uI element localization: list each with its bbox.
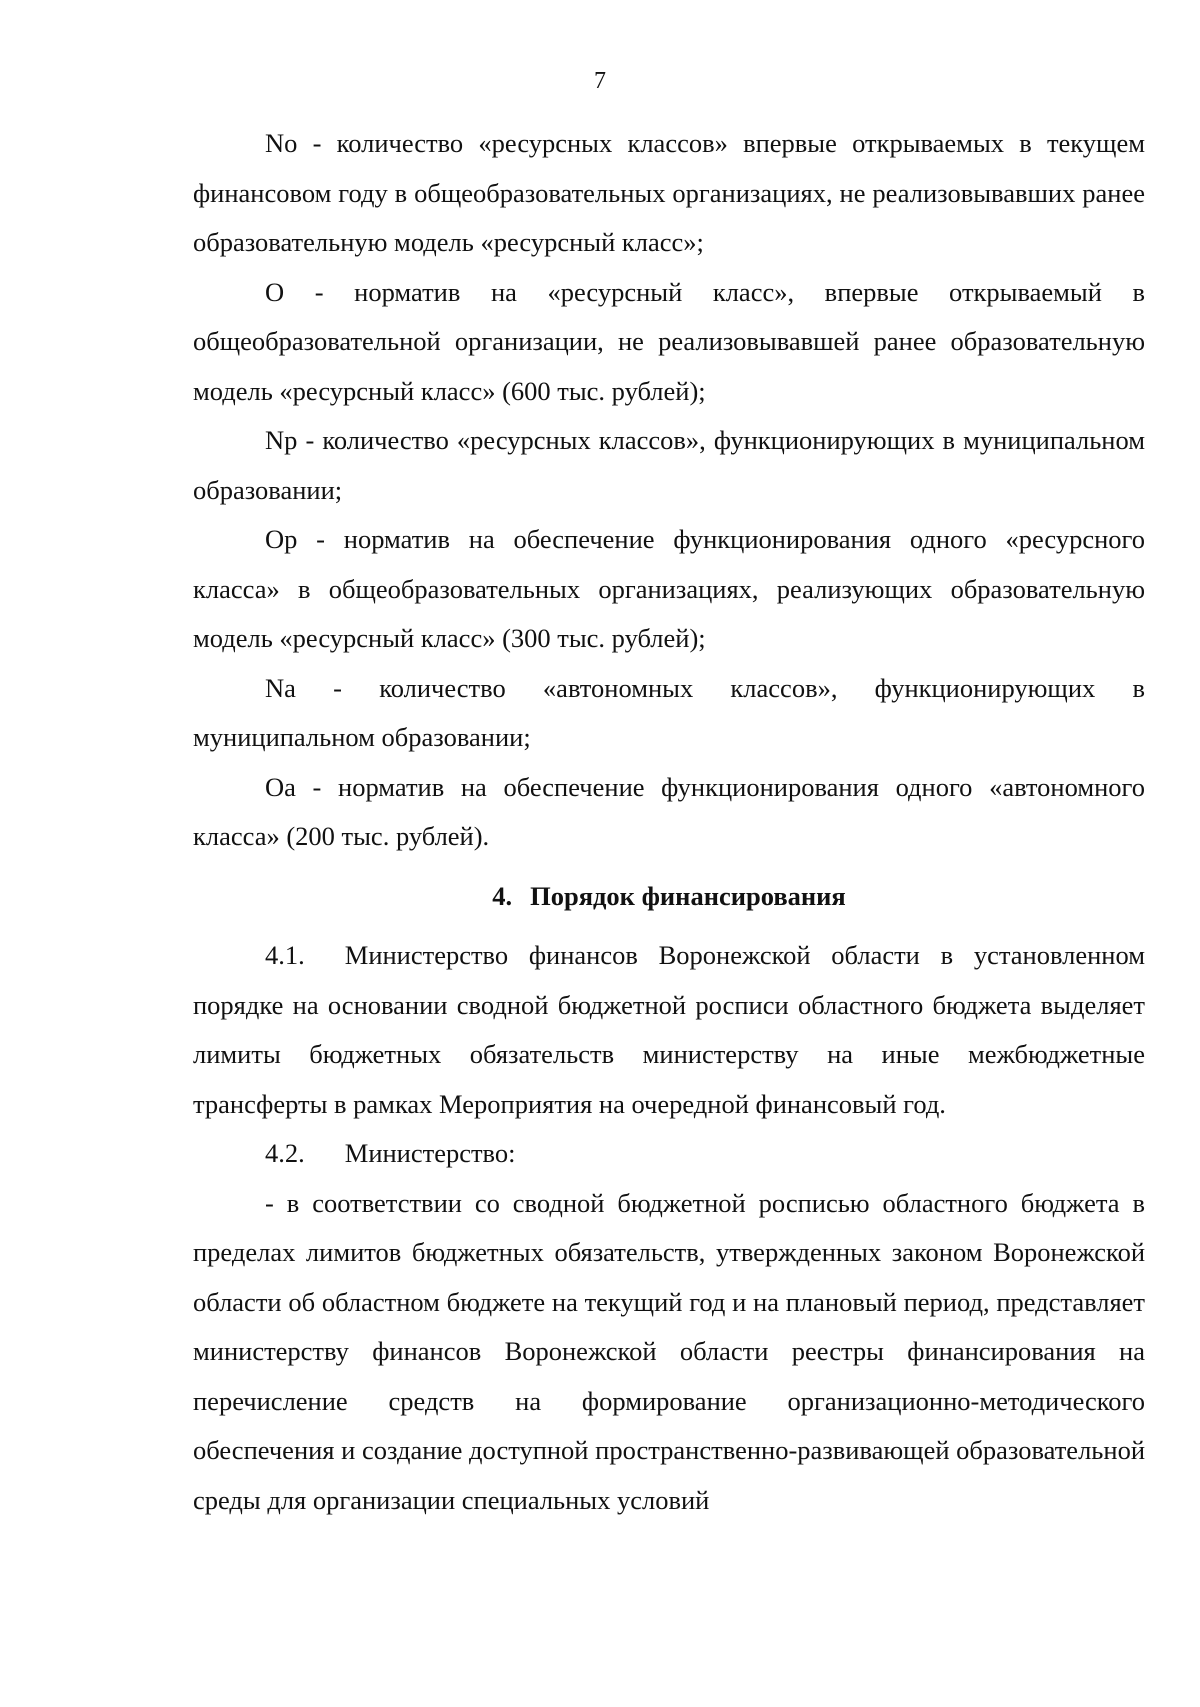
definition-symbol: Np [265,425,298,455]
clause-text: Министерство: [344,1138,516,1168]
clause-4-2 [193,1129,1145,1179]
definition-symbol: Na [265,672,296,703]
definition-text: - норматив на обеспечение функционирования одного «автономного класса» (200 тыс. рублей). [193,771,1145,851]
definition-no [193,119,1145,268]
section-heading [193,872,1145,922]
definition-symbol: No [265,128,298,158]
clause-number: 4.1. [265,940,305,970]
page-number: 7 [594,68,606,94]
definition-symbol: O [265,276,285,307]
section-number: 4. [492,880,513,911]
document-body [193,119,1145,1525]
definition-o [193,268,1145,417]
definition-text: - норматив на обеспечение функционирования одного «ресурсного класса» в общеобразовательных организациях, реализующих образовательную модель «ресурсный класс» (300 тыс. рублей); [193,524,1145,653]
definition-text: - количество «ресурсных классов», функционирующих в муниципальном образовании; [193,425,1145,505]
definition-symbol: Op [265,524,298,554]
definition-na [193,664,1145,763]
clause-number: 4.2. [265,1138,305,1168]
definition-text: - норматив на «ресурсный класс», впервые открываемый в общеобразовательной организации, не реализовывавшей ранее образовательную модель «ресурсный класс» (600 тыс. рублей); [193,276,1145,406]
definition-oa [193,763,1145,862]
clause-text: Министерство финансов Воронежской области в установленном порядке на основании сводной бюджетной росписи областного бюджета выделяет лимиты бюджетных обязательств министерству на иные межбюджетные трансферты в рамках Мероприятия на очередной финансовый год. [193,940,1145,1119]
definition-symbol: Oa [265,771,296,802]
clause-4-1 [193,931,1145,1129]
section-title: Порядок финансирования [530,880,846,911]
clause-4-2-bullet: - в соответствии со сводной бюджетной росписью областного бюджета в пределах лимитов бюджетных обязательств, утвержденных законом Воронежской области об областном бюджете на текущий год и на плановый период, представляет министерству финансов Воронежской области реестры финансирования на перечисление средств на формирование организационно-методического обеспечения и создание доступной пространственно-развивающей образовательной среды для организации специальных условий [193,1187,1145,1515]
definition-op [193,515,1145,664]
definition-np [193,416,1145,515]
definition-text: - количество «ресурсных классов» впервые открываемых в текущем финансовом году в общеобразовательных организациях, не реализовывавших ранее образовательную модель «ресурсный класс»; [193,128,1145,257]
definition-text: - количество «автономных классов», функционирующих в муниципальном образовании; [193,672,1145,752]
